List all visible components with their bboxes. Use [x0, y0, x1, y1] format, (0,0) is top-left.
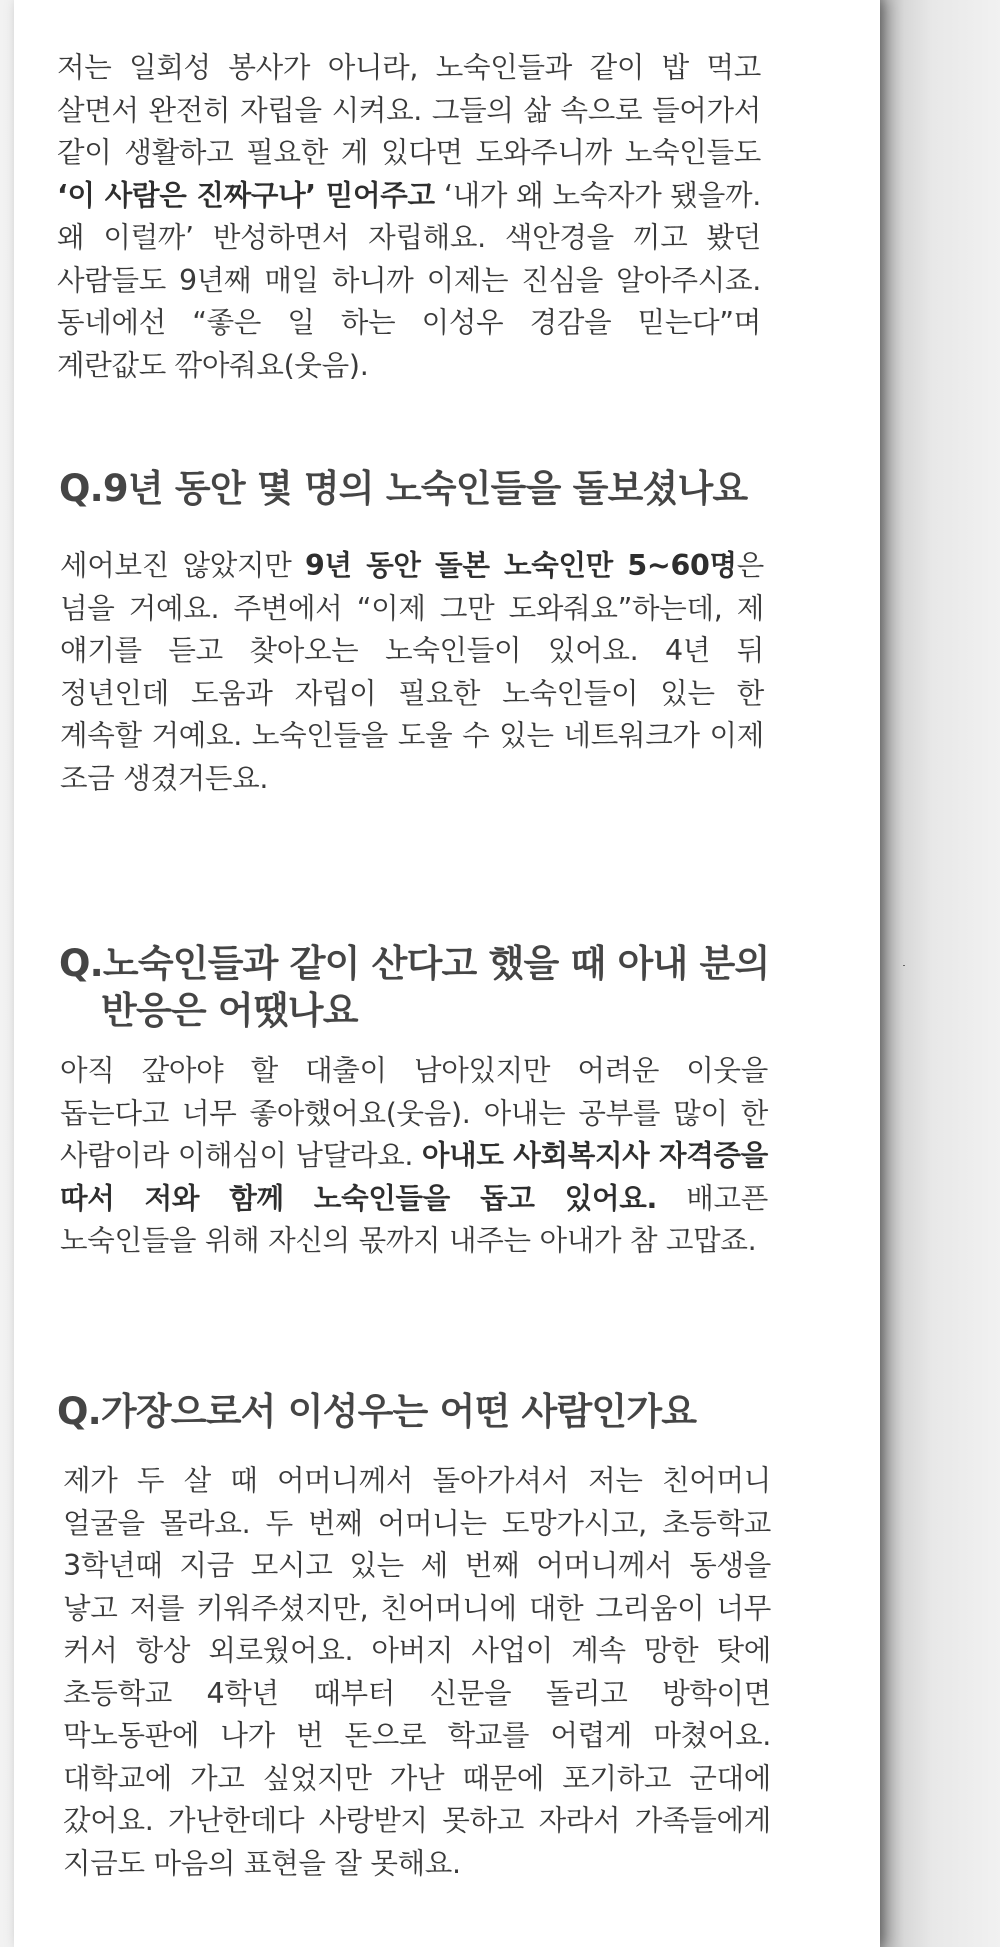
answer-paragraph-3 [60, 1050, 768, 1263]
question-heading-3 [57, 1388, 797, 1435]
answer-paragraph-4 [63, 1460, 771, 1885]
text-run: 배고픈 노숙인들을 위해 자신의 몫까지 내주는 아내가 참 고맙죠. [60, 1181, 769, 1257]
question-text [59, 940, 819, 1034]
answer-paragraph-1 [57, 47, 761, 387]
document-page [14, 0, 880, 1947]
bold-emphasis: 아내도 사회복지사 자격증을 따서 저와 함께 노숙인들을 돕고 있어요. [60, 1139, 768, 1215]
text-run: 세어보진 않았지만 [60, 549, 305, 582]
question-heading-2 [59, 940, 819, 1034]
question-line: Q.노숙인들과 같이 산다고 했을 때 아내 분의 [59, 942, 770, 985]
question-heading-1 [59, 465, 799, 512]
question-text: Q.가장으로서 이성우는 어떤 사람인가요 [57, 1390, 697, 1433]
scan-speck [903, 965, 905, 966]
text-run: ‘내가 왜 노숙자가 됐을까. 왜 이럴까’ 반성하면서 자립해요. 색안경을 끼고 봤던 사람들도 9년째 매일 하니까 이제는 진심을 알아주시죠. 동네에선 “좋은 일 하는 이성우 경감을 믿는다”며 계란값도 깎아줘요(웃음). [57, 178, 761, 382]
page-edge-shadow [878, 0, 1000, 1947]
text-run: 제가 두 살 때 어머니께서 돌아가셔서 저는 친어머니 얼굴을 몰라요. 두 번째 어머니는 도망가시고, 초등학교 3학년때 지금 모시고 있는 세 번째 어머니께서 동생을 낳고 저를 키워주셨지만, 친어머니에 대한 그리움이 너무 커서 항상 외로웠어요. 아버지 사업이 계속 망한 탓에 초등학교 4학년 때부터 신문을 돌리고 방학이면 막노동판에 나가 번 돈으로 학교를 어렵게 마쳤어요. 대학교에 가고 싶었지만 가난 때문에 포기하고 군대에 갔어요. 가난한데다 사랑받지 못하고 자라서 가족들에게 지금도 마음의 표현을 잘 못해요. [63, 1464, 771, 1880]
bold-emphasis: 9년 동안 돌본 노숙인만 5~60명 [305, 549, 737, 582]
paragraph-text [60, 1050, 768, 1263]
text-run: 저는 일회성 봉사가 아니라, 노숙인들과 같이 밥 먹고 살면서 완전히 자립을 시켜요. 그들의 삶 속으로 들어가서 같이 생활하고 필요한 게 있다면 도와주니까 노숙인들도 [57, 51, 761, 169]
answer-paragraph-2 [60, 545, 764, 800]
text-run: 은 넘을 거예요. 주변에서 “이제 그만 도와줘요”하는데, 제 얘기를 듣고 찾아오는 노숙인들이 있어요. 4년 뒤 정년인데 도움과 자립이 필요한 노숙인들이 있는 한 계속할 거예요. 노숙인들을 도울 수 있는 네트워크가 이제 조금 생겼거든요. [60, 549, 764, 795]
bold-emphasis: ‘이 사람은 진짜구나’ 믿어주고 [57, 178, 435, 212]
question-text: Q.9년 동안 몇 명의 노숙인들을 돌보셨나요 [59, 467, 748, 510]
paragraph-text [57, 47, 761, 387]
text-run: 아직 갚아야 할 대출이 남아있지만 어려운 이웃을 돕는다고 너무 좋아했어요(웃음). 아내는 공부를 많이 한 사람이라 이해심이 남달라요. [60, 1054, 768, 1172]
paragraph-text [63, 1460, 771, 1885]
question-line: 반응은 어땠나요 [101, 989, 358, 1032]
paragraph-text [60, 545, 764, 800]
